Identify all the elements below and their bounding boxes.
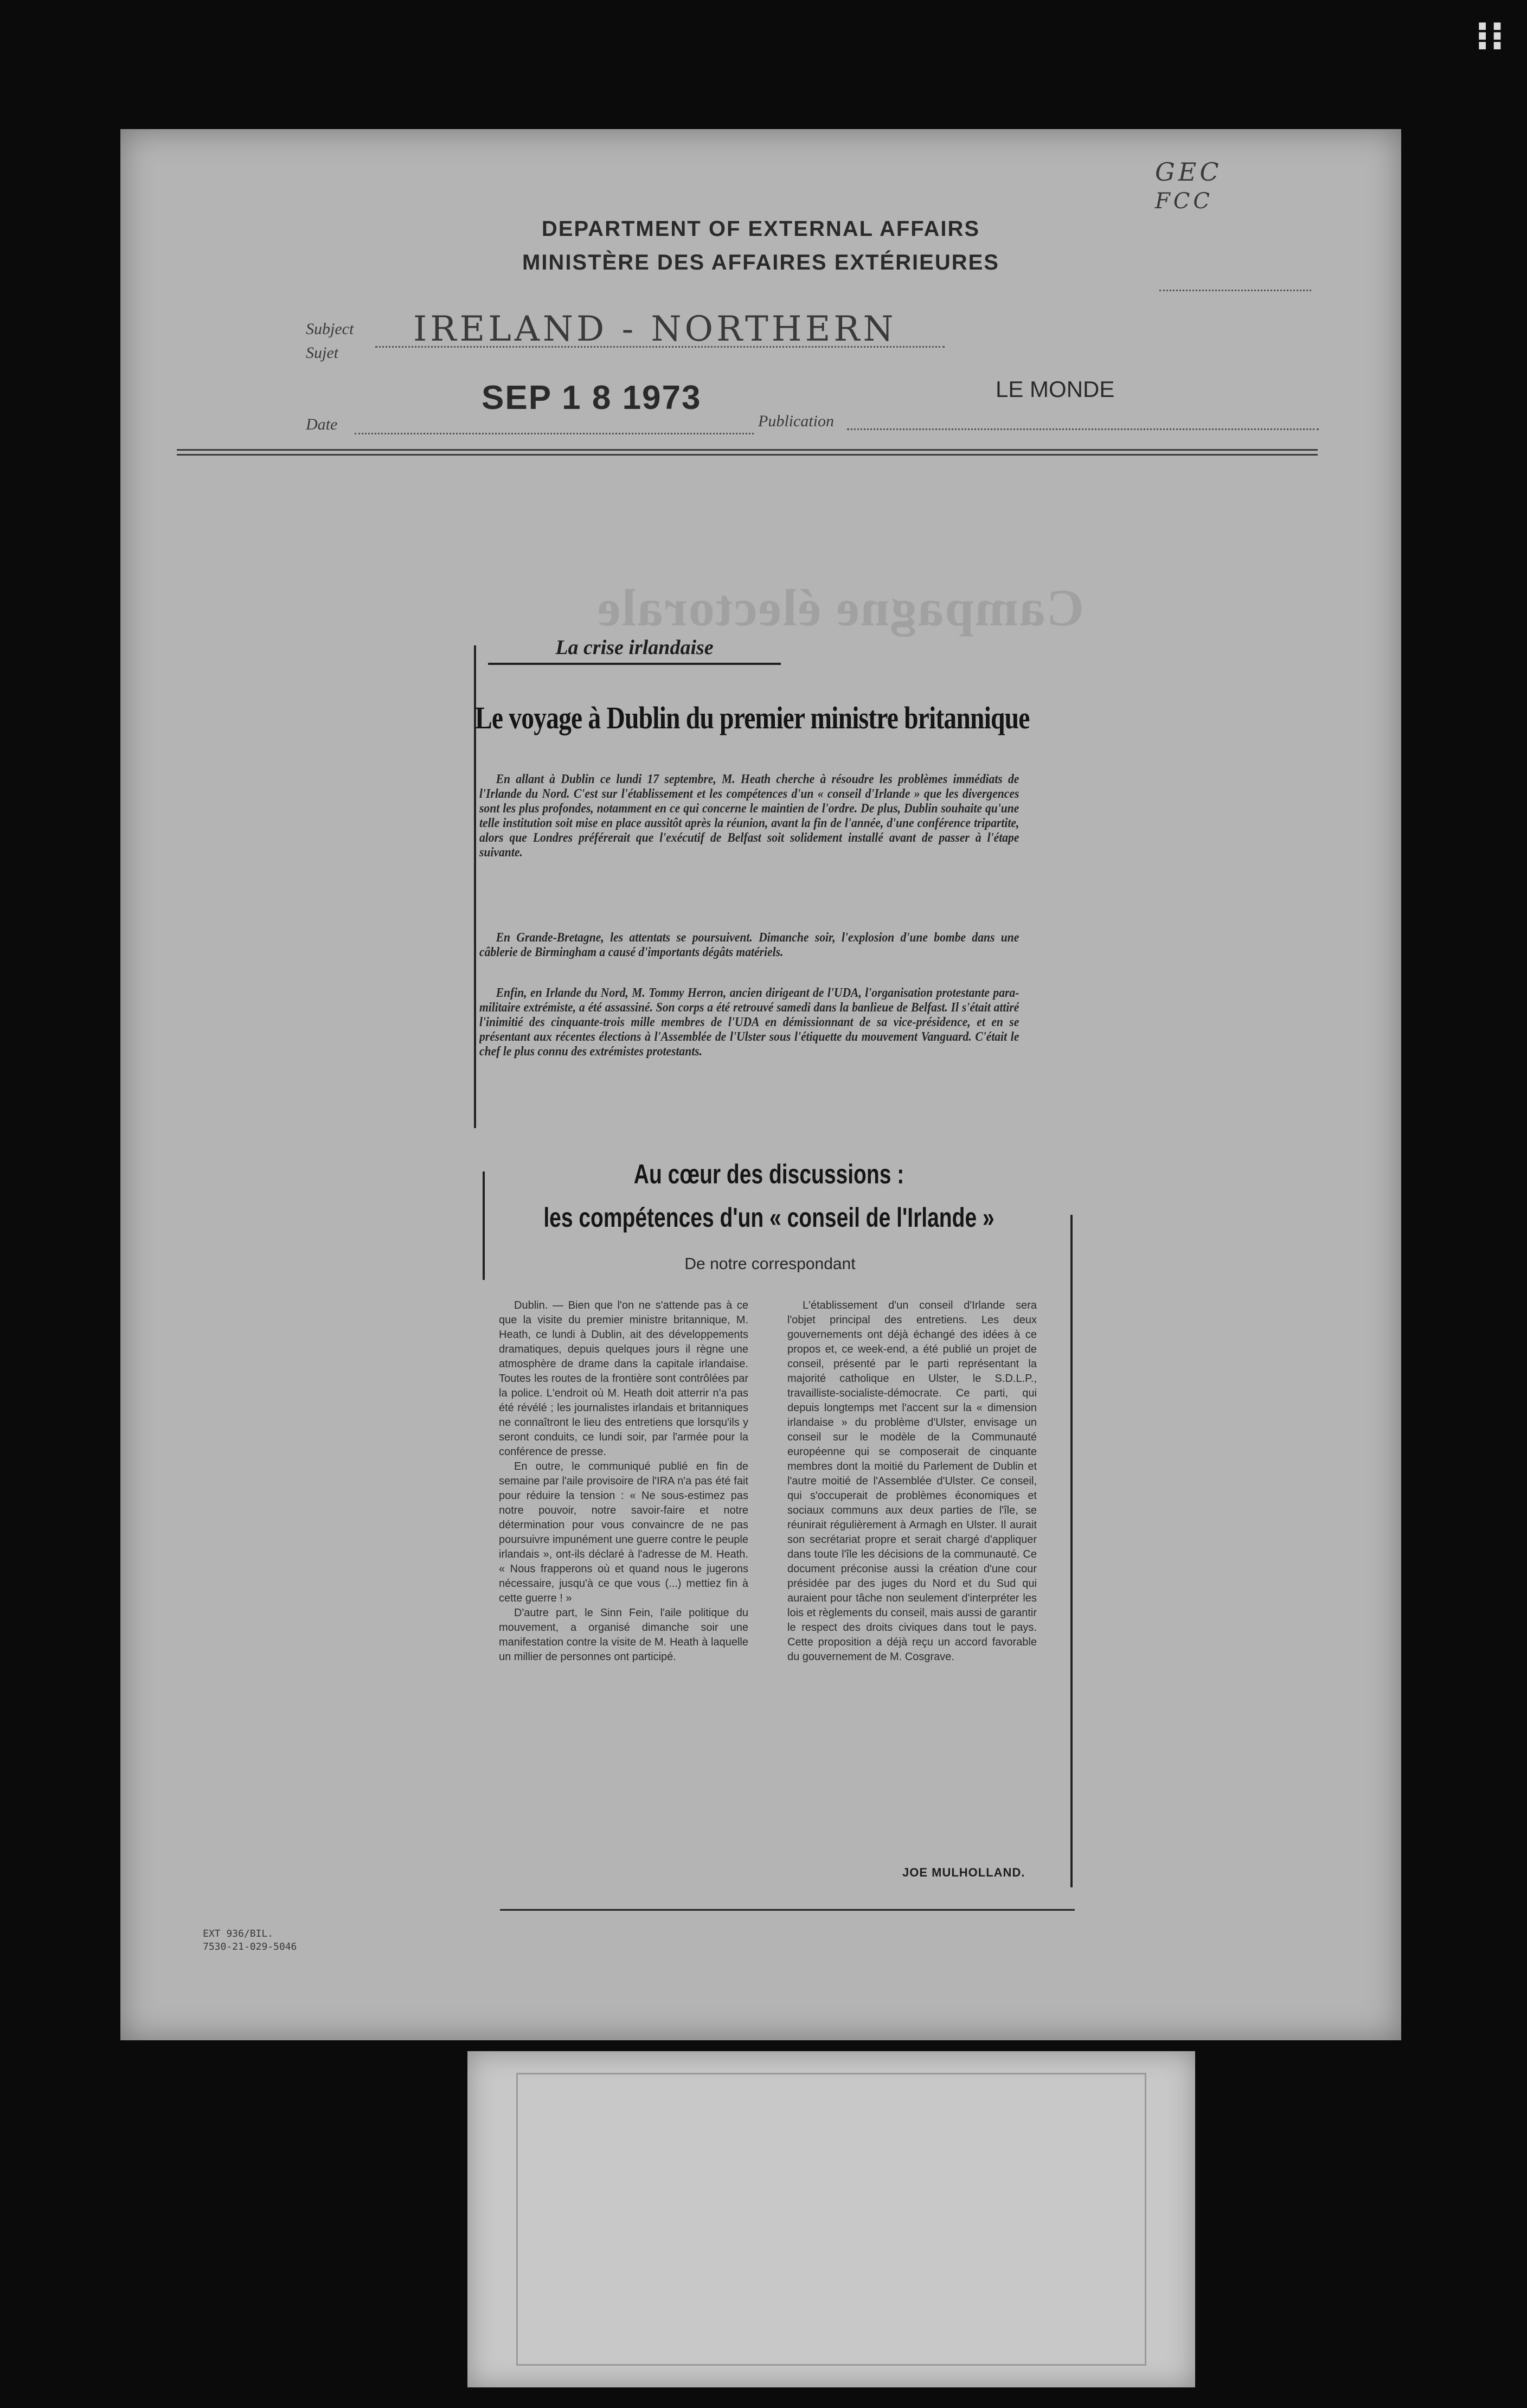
clipping-bottom-rule bbox=[500, 1909, 1075, 1911]
date-line bbox=[355, 433, 754, 434]
envelope-strip bbox=[467, 2051, 1195, 2387]
body-paragraph: En outre, le communiqué publié en fin de semaine par l'aile provisoire de l'IRA n'a pas été fait pour réduire la tension : « Ne sous-estimez pas notre pouvoir, notre savoir-faire et notre détermination pour vous convaincre de ne pas poursuivre impunément une guerre contre le peuple irlandais », ont-ils déclaré à l'adresse de M. Heath. « Nous frapperons où et quand nous le jugerons nécessaire, jusqu'à ce que vous (...) mettiez fin à cette guerre ! » bbox=[499, 1461, 748, 1604]
chapo-paragraph-2: En Grande-Bretagne, les attentats se poursuivent. Dimanche soir, l'explosion d'une bombe dans une câblerie de Birmingham a causé d'importants dégâts matériels. bbox=[479, 931, 1019, 959]
routing-initials-1: GEC bbox=[1155, 157, 1222, 187]
body-paragraph: L'établissement d'un conseil d'Irlande sera l'objet principal des entretiens. Les deux gouvernements ont déjà échangé des idées à ce propos et, ce week-end, a été publié un projet de conseil, présenté par le parti représentant la majorité catholique en Ulster, le S.D.L.P., travailliste-socialiste-démocrate. Ce parti, qui depuis longtemps met l'accent sur la « dimension irlandaise » du problème d'Ulster, envisage un conseil sur le modèle de la Communauté européenne qui se composerait de cinquante membres dont la moitié du Parlement de Dublin et l'autre moitié de l'Assemblée d'Ulster. Ce conseil, qui s'occuperait de problèmes économiques et sociaux communs aux deux parties de l'île, se réunirait régulièrement à Armagh en Ulster. Il aurait son secrétariat propre et serait chargé d'appliquer dans toute l'île les décisions de la communauté. Ce document préconise aussi la création d'une cour présidée par des juges du Nord et du Sud qui auraient pour tâche non seulement d'interpréter les lois et règlements du conseil, mais aussi de garantir le respect des droits civiques dans tout le pays. Cette proposition a déjà reçu un accord favorable du gouvernement de M. Cosgrave. bbox=[787, 1299, 1037, 1663]
form-number bbox=[203, 1927, 297, 1954]
chapo-paragraph-1: En allant à Dublin ce lundi 17 septembre, M. Heath cherche à résoudre les problèmes immédiats de l'Irlande du Nord. C'est sur l'établissement et les compétences d'un « conseil d'Irlande » que les divergences sont les plus profondes, notamment en ce qui concerne le maintien de l'ordre. De plus, Dublin souhaite qu'une telle institution soit mise en place aussitôt après la réunion, avant la fin de l'année, d'une conférence tripartite, alors que Londres préférerait que l'exécutif de Belfast soit solidement installé avant de passer à l'étape suivante. bbox=[479, 772, 1019, 860]
body-paragraph: D'autre part, le Sinn Fein, l'aile politique du mouvement, a organisé dimanche soir une manifestation contre la visite de M. Heath à laquelle un millier de personnes ont participé. bbox=[499, 1607, 748, 1663]
routing-line bbox=[1159, 290, 1311, 291]
subheadline-1: Au cœur des discussions : bbox=[633, 1159, 904, 1189]
form-number-line-1: EXT 936/BIL. bbox=[203, 1928, 274, 1939]
subject-value: IRELAND - NORTHERN bbox=[413, 309, 897, 349]
header-rule bbox=[177, 449, 1318, 456]
clipping-left-rule-lower bbox=[483, 1171, 485, 1280]
body-column-left bbox=[499, 1298, 748, 1884]
bleed-through-text: Campagne électorale bbox=[596, 579, 1085, 637]
section-kicker: La crise irlandaise bbox=[488, 636, 781, 665]
author-signature: JOE MULHOLLAND. bbox=[902, 1866, 1025, 1879]
body-paragraph: Dublin. — Bien que l'on ne s'attende pas à ce que la visite du premier ministre britannique, M. Heath, ce lundi à Dublin, ait des développements dramatiques, depuis quelques jours il règne une atmosphère de drame dans la capitale irlandaise. Toutes les routes de la frontière sont contrôlées par la police. L'endroit où M. Heath doit atterrir n'a pas été révélé ; les journalistes irlandais et britanniques ne connaîtront le lieu des entretiens que lorsqu'ils y seront conduits, ce lundi soir, par l'armée pour la conférence de presse. bbox=[499, 1299, 748, 1458]
subheadline-2: les compétences d'un « conseil de l'Irlande » bbox=[543, 1202, 995, 1233]
department-title-fr: MINISTÈRE DES AFFAIRES EXTÉRIEURES bbox=[522, 251, 999, 274]
date-stamp: SEP 1 8 1973 bbox=[482, 379, 702, 417]
form-number-line-2: 7530-21-029-5046 bbox=[203, 1941, 297, 1952]
corner-mark-icon: ⁝⁝ bbox=[1475, 13, 1505, 59]
chapo-paragraph-3: Enfin, en Irlande du Nord, M. Tommy Herron, ancien dirigeant de l'UDA, l'organisation protestante para-militaire extrémiste, a été assassiné. Son corps a été retrouvé samedi dans la banlieue de Belfast. Il s'était attiré l'inimitié des cinquante-trois mille membres de l'UDA en démissionnant de sa vice-présidence, et en se présentant aux récentes élections à l'Assemblée de l'Ulster sous l'étiquette du mouvement Vanguard. C'était le chef le plus connu des extrémistes protestants. bbox=[479, 986, 1019, 1059]
subject-label: Subject bbox=[306, 320, 354, 338]
subject-label-fr: Sujet bbox=[306, 344, 338, 362]
publication-line bbox=[847, 428, 1319, 430]
publication-stamp: LE MONDE bbox=[996, 376, 1115, 402]
subject-line bbox=[375, 346, 945, 348]
publication-label: Publication bbox=[758, 412, 834, 430]
department-title-en: DEPARTMENT OF EXTERNAL AFFAIRS bbox=[541, 217, 980, 241]
date-label: Date bbox=[306, 415, 338, 433]
body-column-right bbox=[787, 1298, 1037, 1884]
byline: De notre correspondant bbox=[684, 1255, 856, 1273]
envelope-border bbox=[516, 2073, 1146, 2366]
article-headline: Le voyage à Dublin du premier ministre britannique bbox=[475, 700, 1030, 735]
clipping-right-rule bbox=[1070, 1215, 1073, 1887]
routing-initials-2: FCC bbox=[1155, 189, 1213, 214]
